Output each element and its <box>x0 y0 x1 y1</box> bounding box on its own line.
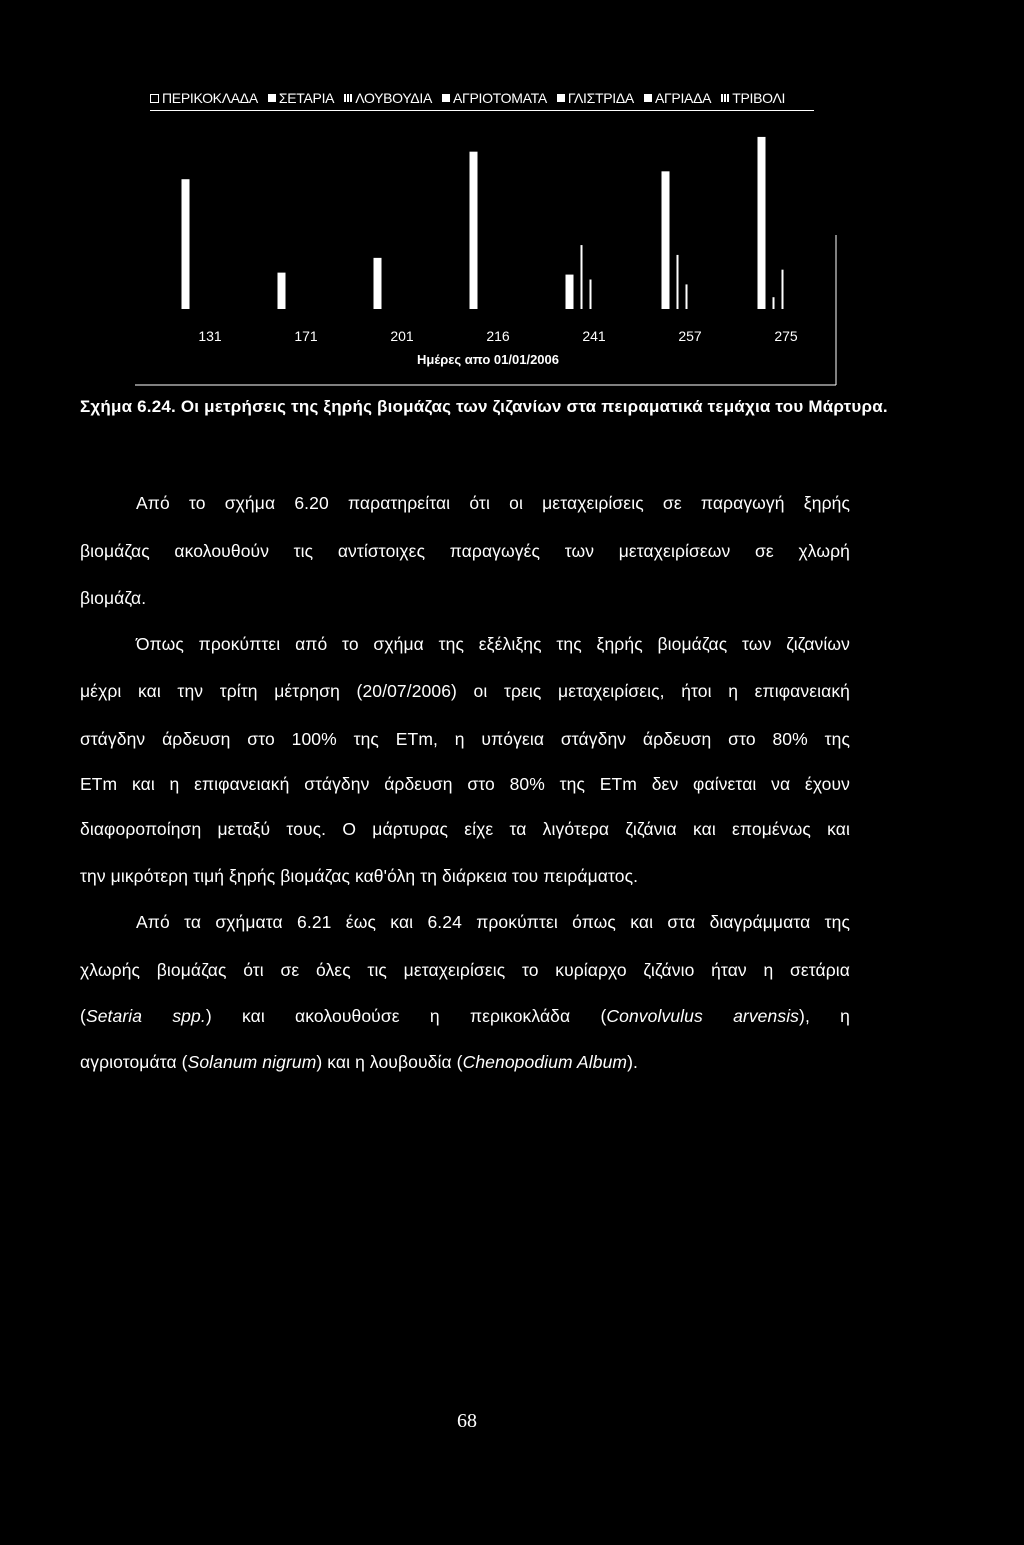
bar-chart <box>0 0 1024 400</box>
text-run: ) και ακολουθούσε η περικοκλάδα ( <box>205 1006 607 1026</box>
paragraph-line: βιομάζας ακολουθούν τις αντίστοιχες παραγωγές των μεταχειρίσεων σε χλωρή <box>80 541 850 561</box>
bar-περικοκλαδα-131 <box>179 308 181 309</box>
x-tick-label: 131 <box>198 328 222 344</box>
paragraph-line: Όπως προκύπτει από το σχήμα της εξέλιξης της ξηρής βιομάζας των ζιζανίων <box>136 634 850 654</box>
bar-σεταρια-216 <box>470 152 478 309</box>
legend-label: ΛΟΥΒΟΥΔΙΑ <box>355 90 432 106</box>
bar-αγριοτοματα-257 <box>686 284 688 309</box>
bar-λουβουδια-257 <box>677 255 679 309</box>
chart-tick-labels <box>198 328 798 344</box>
species-name: Chenopodium Album <box>462 1052 628 1072</box>
bar-λουβουδια-275 <box>773 297 775 309</box>
x-tick-label: 275 <box>774 328 798 344</box>
paragraph-line: Από το σχήμα 6.20 παρατηρείται ότι οι μεταχειρίσεις σε παραγωγή ξηρής <box>136 493 850 513</box>
paragraph-line: ΕΤm και η επιφανειακή στάγδην άρδευση στο 80% της ΕΤm δεν φαίνεται να έχουν <box>80 774 850 794</box>
text-run: αγριοτομάτα ( <box>80 1052 188 1072</box>
paragraph-line: διαφοροποίηση μεταξύ τους. Ο μάρτυρας είχε τα λιγότερα ζιζάνια και επομένως και <box>80 819 850 839</box>
species-name: Setaria spp. <box>85 1006 206 1026</box>
bar-σεταρια-241 <box>566 275 574 309</box>
chart-bars <box>179 137 784 309</box>
legend-label: ΓΛΙΣΤΡΙΔΑ <box>567 90 634 106</box>
x-axis-label: Ημέρες απο 01/01/2006 <box>417 352 559 367</box>
legend-label: ΑΓΡΙΑΔΑ <box>654 90 712 106</box>
bar-σεταρια-201 <box>374 258 382 309</box>
figure-caption: Σχήμα 6.24. Οι μετρήσεις της ξηρής βιομάζας των ζιζανίων στα πειραματικά τεμάχια του Μάρτυρα. <box>80 397 888 416</box>
legend-label: ΤΡΙΒΟΛΙ <box>732 90 786 106</box>
paragraph-line: στάγδην άρδευση στο 100% της ΕΤm, η υπόγεια στάγδην άρδευση στο 80% της <box>80 729 850 749</box>
species-name: Convolvulus arvensis <box>606 1006 800 1026</box>
legend-label: ΑΓΡΙΟΤΟΜΑΤΑ <box>453 90 547 106</box>
x-tick-label: 216 <box>486 328 510 344</box>
paragraph-line <box>80 1052 638 1073</box>
paragraph-line <box>80 1006 850 1027</box>
bar-περικοκλαδα-216 <box>467 307 469 309</box>
text-run: ( <box>80 1006 86 1026</box>
paragraph-line: μέχρι και την τρίτη μέτρηση (20/07/2006) οι τρεις μεταχειρίσεις, ήτοι η επιφανειακή <box>80 681 850 701</box>
text-run: ) και η λουβουδία ( <box>316 1052 463 1072</box>
paragraph-line: την μικρότερη τιμή ξηρής βιομάζας καθ'όλη τη διάρκεια του πειράματος. <box>80 866 639 886</box>
bar-σεταρια-131 <box>182 179 190 309</box>
bar-σεταρια-257 <box>662 171 670 309</box>
paragraph-line: βιομάζα. <box>80 588 147 608</box>
bar-περικοκλαδα-275 <box>755 306 757 309</box>
bar-αγριοτοματα-275 <box>782 270 784 309</box>
x-tick-label: 201 <box>390 328 414 344</box>
text-run: ), η <box>799 1006 851 1026</box>
bar-σεταρια-171 <box>278 273 286 309</box>
x-tick-label: 241 <box>582 328 606 344</box>
x-tick-label: 171 <box>294 328 318 344</box>
page-number: 68 <box>457 1410 477 1432</box>
bar-περικοκλαδα-257 <box>659 307 661 309</box>
legend-label: ΣΕΤΑΡΙΑ <box>278 90 335 106</box>
legend-label: ΠΕΡΙΚΟΚΛΑΔΑ <box>162 90 258 106</box>
paragraph-line: Από τα σχήματα 6.21 έως και 6.24 προκύπτει όπως και στα διαγράμματα της <box>136 912 850 932</box>
bar-αγριοτοματα-241 <box>590 280 592 310</box>
bar-λουβουδια-241 <box>581 245 583 309</box>
bar-σεταρια-275 <box>758 137 766 309</box>
x-tick-label: 257 <box>678 328 702 344</box>
paragraph-line: χλωρής βιομάζας ότι σε όλες τις μεταχειρίσεις το κυρίαρχο ζιζάνιο ήταν η σετάρια <box>80 960 850 980</box>
species-name: Solanum nigrum <box>187 1052 317 1072</box>
text-run: ). <box>627 1052 638 1072</box>
